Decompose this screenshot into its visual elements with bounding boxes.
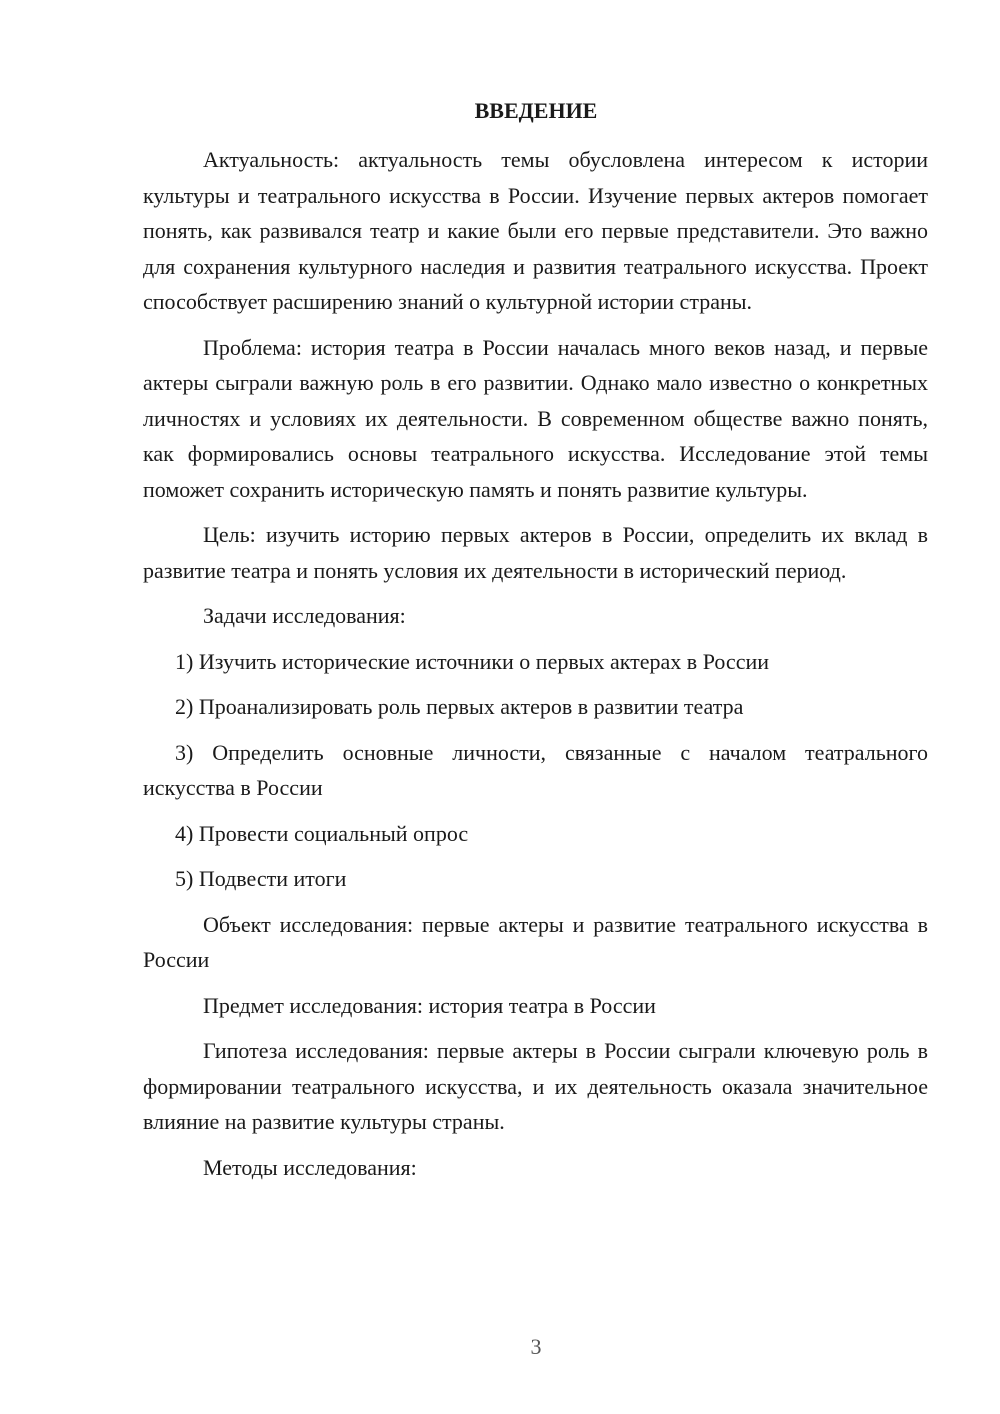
document-body — [143, 142, 928, 1195]
problem-paragraph: Проблема: история театра в России началась много веков назад, и первые актеры сыграли важную роль в его развитии. Однако мало известно о конкретных личностях и условиях их деятельности. В современном обществе важно понять, как формировались основы театрального искусства. Исследование этой темы поможет сохранить историческую память и понять развитие культуры. — [143, 334, 928, 502]
task-item-4: 4) Провести социальный опрос — [175, 820, 469, 846]
task-item-1: 1) Изучить исторические источники о первых актерах в России — [175, 648, 770, 674]
methods-heading: Методы исследования: — [203, 1154, 417, 1180]
goal-paragraph: Цель: изучить историю первых актеров в России, определить их вклад в развитие театра и понять условия их деятельности в исторический период. — [143, 522, 928, 583]
subject-paragraph: Предмет исследования: история театра в России — [203, 992, 656, 1018]
relevance-paragraph: Актуальность: актуальность темы обусловлена интересом к истории культуры и театрального искусства в России. Изучение первых актеров помогает понять, как развивался театр и какие были его первые представители. Это важно для сохранения культурного наследия и развития театрального искусства. Проект способствует расширению знаний о культурной истории страны. — [143, 147, 928, 314]
page-title: ВВЕДЕНИЕ — [474, 98, 598, 123]
tasks-heading: Задачи исследования: — [203, 603, 406, 628]
task-item-5: 5) Подвести итоги — [175, 866, 347, 891]
task-item-3: 3) Определить основные личности, связанные с началом театрального искусства в России — [143, 739, 928, 800]
task-item-2: 2) Проанализировать роль первых актеров в развитии театра — [175, 694, 744, 719]
hypothesis-paragraph: Гипотеза исследования: первые актеры в России сыграли ключевую роль в формировании театрального искусства, и их деятельность оказала значительное влияние на развитие культуры страны. — [143, 1038, 928, 1134]
object-paragraph: Объект исследования: первые актеры и развитие театрального искусства в России — [143, 911, 928, 972]
page-number: 3 — [530, 1334, 542, 1359]
